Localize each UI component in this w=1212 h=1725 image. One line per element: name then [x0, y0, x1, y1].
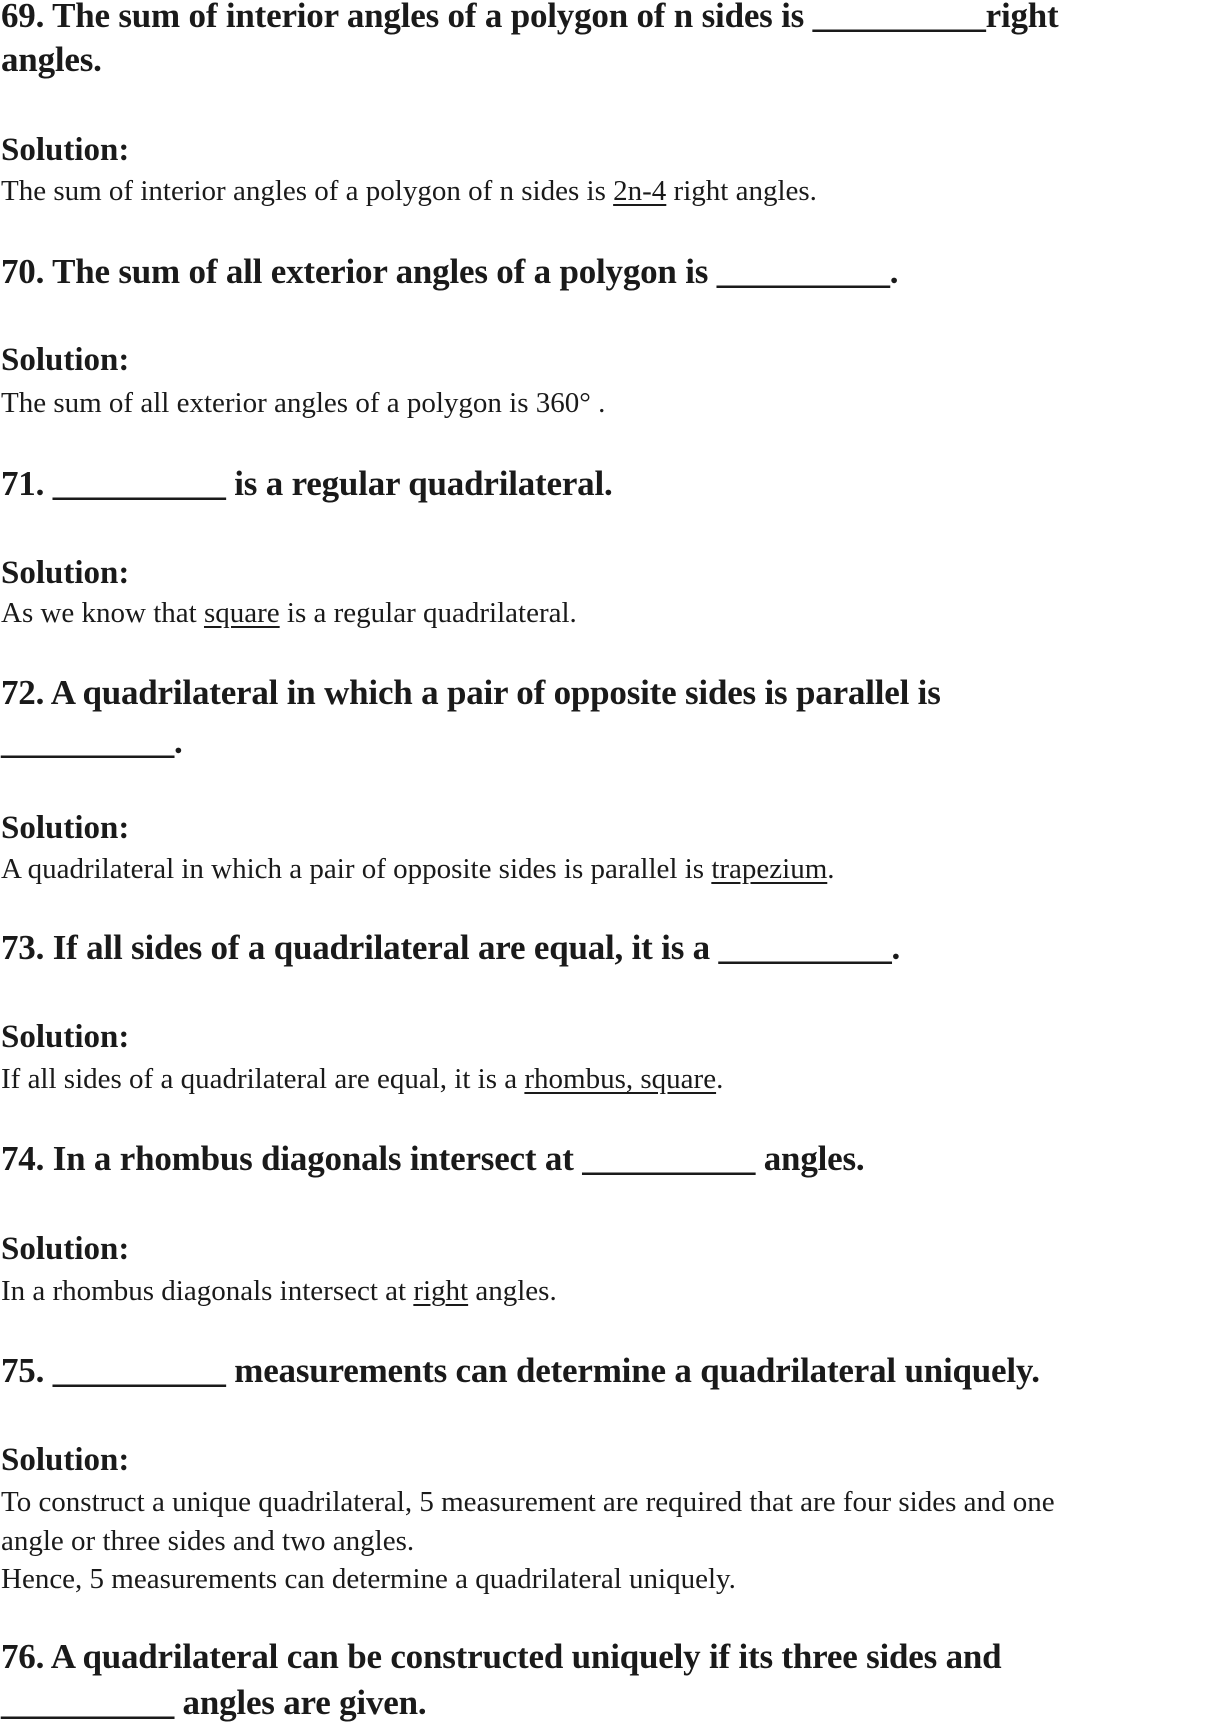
answer-highlight: trapezium: [711, 853, 828, 885]
answer-text: A quadrilateral in which a pair of opposite sides is parallel is: [1, 853, 712, 885]
question-70-text: 70. The sum of all exterior angles of a polygon is __________.: [1, 252, 899, 291]
solution-75-text: [1, 1480, 1055, 1524]
answer-text: If all sides of a quadrilateral are equal, it is a: [1, 1063, 525, 1095]
answer-highlight: square: [203, 597, 280, 629]
question-71-text: 71. __________ is a regular quadrilateral.: [1, 464, 613, 503]
answer-text: .: [716, 1063, 724, 1095]
solution-72-text: [1, 847, 835, 891]
answer-text: To construct a unique quadrilateral, 5 measurement are required that are four sides and one: [1, 1486, 1055, 1518]
solution-70-text: [1, 381, 605, 425]
question-76-text: 76. A quadrilateral can be constructed uniquely if its three sides and: [1, 1637, 1002, 1676]
question-76-text: __________ angles are given.: [1, 1683, 427, 1722]
answer-text: The sum of all exterior angles of a polygon is 360° .: [1, 387, 606, 419]
answer-text: right angles.: [666, 175, 817, 207]
question-69-text: 69. The sum of interior angles of a polygon of n sides is __________right: [1, 0, 1059, 35]
answer-text: Hence, 5 measurements can determine a quadrilateral uniquely.: [1, 1563, 736, 1595]
answer-text: The sum of interior angles of a polygon of n sides is: [1, 175, 614, 207]
solution-heading: Solution:: [1, 1442, 130, 1478]
question-73-text: 73. If all sides of a quadrilateral are equal, it is a __________.: [1, 928, 901, 967]
answer-text: angles.: [468, 1275, 557, 1307]
question-72-text: __________.: [1, 722, 183, 761]
solution-heading: Solution:: [1, 810, 130, 846]
answer-text: In a rhombus diagonals intersect at: [1, 1275, 414, 1307]
solution-heading: Solution:: [1, 132, 130, 168]
solution-heading: Solution:: [1, 555, 130, 591]
question-74-text: 74. In a rhombus diagonals intersect at __________ angles.: [1, 1139, 865, 1178]
answer-highlight: right: [413, 1275, 469, 1307]
solution-74-text: [1, 1269, 557, 1313]
question-69-text: angles.: [1, 40, 102, 79]
answer-text: .: [827, 853, 835, 885]
answer-text: As we know that: [1, 597, 204, 629]
solution-heading: Solution:: [1, 342, 130, 378]
answer-highlight: 2n-4: [613, 175, 667, 207]
solution-heading: Solution:: [1, 1231, 130, 1267]
answer-highlight: rhombus, square: [524, 1063, 717, 1095]
solution-75-text: [1, 1557, 736, 1601]
solution-heading: Solution:: [1, 1019, 130, 1055]
question-72-text: 72. A quadrilateral in which a pair of opposite sides is parallel is: [1, 673, 941, 712]
answer-text: is a regular quadrilateral.: [279, 597, 577, 629]
answer-text: angle or three sides and two angles.: [1, 1525, 415, 1557]
solution-69-text: [1, 169, 817, 213]
solution-71-text: [1, 591, 577, 635]
question-75-text: 75. __________ measurements can determine a quadrilateral uniquely.: [1, 1351, 1040, 1390]
solution-73-text: [1, 1057, 723, 1101]
